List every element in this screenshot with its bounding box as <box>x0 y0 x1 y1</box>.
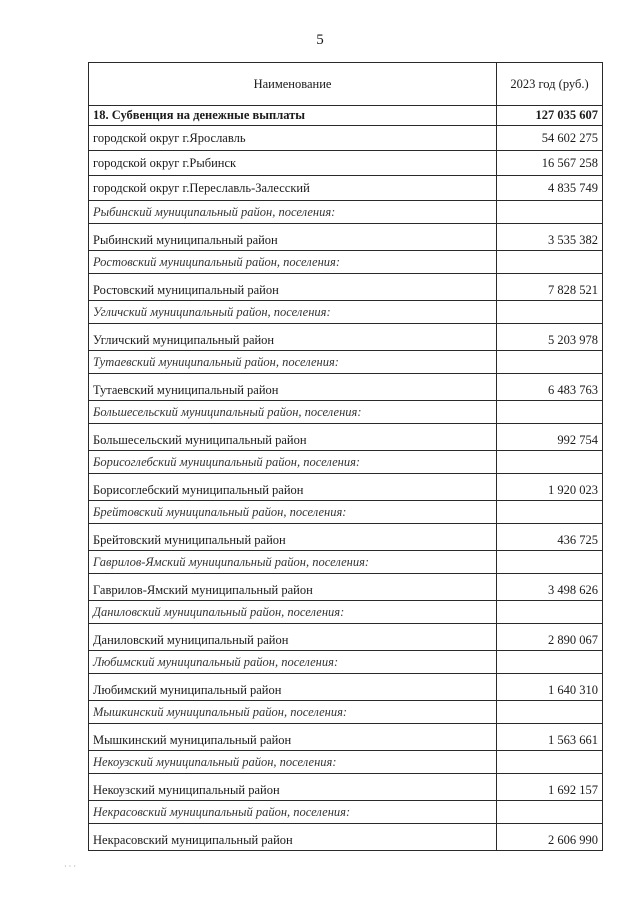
district-group-empty <box>497 651 603 674</box>
district-group-row <box>89 251 603 274</box>
district-group-empty <box>497 451 603 474</box>
district-amount: 1 920 023 <box>497 474 603 501</box>
district-name: Ростовский муниципальный район <box>89 274 497 301</box>
district-group-row <box>89 351 603 374</box>
table-row <box>89 126 603 151</box>
district-group-row <box>89 201 603 224</box>
district-name: Большесельский муниципальный район <box>89 424 497 451</box>
district-name: Угличский муниципальный район <box>89 324 497 351</box>
district-name: Тутаевский муниципальный район <box>89 374 497 401</box>
district-group-label: Рыбинский муниципальный район, поселения: <box>89 201 497 224</box>
municipality-amount: 54 602 275 <box>497 126 603 151</box>
district-name: Брейтовский муниципальный район <box>89 524 497 551</box>
table-row <box>89 774 603 801</box>
header-year: 2023 год (руб.) <box>497 63 603 106</box>
table-row <box>89 524 603 551</box>
page-number: 5 <box>316 32 324 48</box>
district-amount: 5 203 978 <box>497 324 603 351</box>
district-amount: 7 828 521 <box>497 274 603 301</box>
district-amount: 2 606 990 <box>497 824 603 851</box>
district-amount: 1 692 157 <box>497 774 603 801</box>
district-group-empty <box>497 201 603 224</box>
district-amount: 992 754 <box>497 424 603 451</box>
table-row <box>89 574 603 601</box>
table-row <box>89 624 603 651</box>
district-group-label: Брейтовский муниципальный район, поселения: <box>89 501 497 524</box>
district-group-empty <box>497 401 603 424</box>
budget-table <box>88 62 603 851</box>
district-group-label: Ростовский муниципальный район, поселения: <box>89 251 497 274</box>
district-group-label: Угличский муниципальный район, поселения: <box>89 301 497 324</box>
table-row <box>89 176 603 201</box>
district-name: Некоузский муниципальный район <box>89 774 497 801</box>
district-name: Даниловский муниципальный район <box>89 624 497 651</box>
district-amount: 6 483 763 <box>497 374 603 401</box>
district-group-label: Даниловский муниципальный район, поселения: <box>89 601 497 624</box>
table-row <box>89 374 603 401</box>
district-name: Некрасовский муниципальный район <box>89 824 497 851</box>
district-name: Любимский муниципальный район <box>89 674 497 701</box>
district-group-empty <box>497 551 603 574</box>
table-row <box>89 274 603 301</box>
district-group-row <box>89 651 603 674</box>
table-row <box>89 824 603 851</box>
section-row <box>89 106 603 126</box>
table-row <box>89 224 603 251</box>
district-name: Борисоглебский муниципальный район <box>89 474 497 501</box>
district-group-label: Борисоглебский муниципальный район, поселения: <box>89 451 497 474</box>
district-amount: 3 498 626 <box>497 574 603 601</box>
district-group-empty <box>497 801 603 824</box>
district-group-empty <box>497 501 603 524</box>
district-amount: 2 890 067 <box>497 624 603 651</box>
district-group-label: Тутаевский муниципальный район, поселения: <box>89 351 497 374</box>
district-group-empty <box>497 601 603 624</box>
section-title: 18. Субвенция на денежные выплаты <box>89 106 497 126</box>
municipality-amount: 16 567 258 <box>497 151 603 176</box>
district-group-label: Большесельский муниципальный район, поселения: <box>89 401 497 424</box>
district-amount: 3 535 382 <box>497 224 603 251</box>
district-group-empty <box>497 701 603 724</box>
table-header-row <box>89 63 603 106</box>
district-group-label: Любимский муниципальный район, поселения: <box>89 651 497 674</box>
table-row <box>89 474 603 501</box>
district-group-empty <box>497 251 603 274</box>
district-amount: 1 640 310 <box>497 674 603 701</box>
municipality-name: городской округ г.Ярославль <box>89 126 497 151</box>
table-row <box>89 324 603 351</box>
district-name: Гаврилов-Ямский муниципальный район <box>89 574 497 601</box>
table-row <box>89 151 603 176</box>
municipality-name: городской округ г.Переславль-Залесский <box>89 176 497 201</box>
district-group-empty <box>497 351 603 374</box>
district-group-row <box>89 551 603 574</box>
district-group-label: Некрасовский муниципальный район, поселения: <box>89 801 497 824</box>
district-group-row <box>89 451 603 474</box>
municipality-amount: 4 835 749 <box>497 176 603 201</box>
municipality-name: городской округ г.Рыбинск <box>89 151 497 176</box>
district-group-row <box>89 301 603 324</box>
district-group-row <box>89 501 603 524</box>
district-group-row <box>89 751 603 774</box>
district-name: Рыбинский муниципальный район <box>89 224 497 251</box>
district-group-empty <box>497 751 603 774</box>
district-group-row <box>89 601 603 624</box>
district-group-empty <box>497 301 603 324</box>
district-name: Мышкинский муниципальный район <box>89 724 497 751</box>
district-group-label: Мышкинский муниципальный район, поселения: <box>89 701 497 724</box>
district-amount: 1 563 661 <box>497 724 603 751</box>
district-group-row <box>89 801 603 824</box>
scan-artifact: · · · <box>64 862 76 871</box>
district-group-label: Некоузский муниципальный район, поселения: <box>89 751 497 774</box>
district-group-label: Гаврилов-Ямский муниципальный район, поселения: <box>89 551 497 574</box>
table-row <box>89 724 603 751</box>
district-group-row <box>89 401 603 424</box>
header-name: Наименование <box>89 63 497 106</box>
section-total: 127 035 607 <box>497 106 603 126</box>
table-row <box>89 424 603 451</box>
district-amount: 436 725 <box>497 524 603 551</box>
district-group-row <box>89 701 603 724</box>
table-row <box>89 674 603 701</box>
